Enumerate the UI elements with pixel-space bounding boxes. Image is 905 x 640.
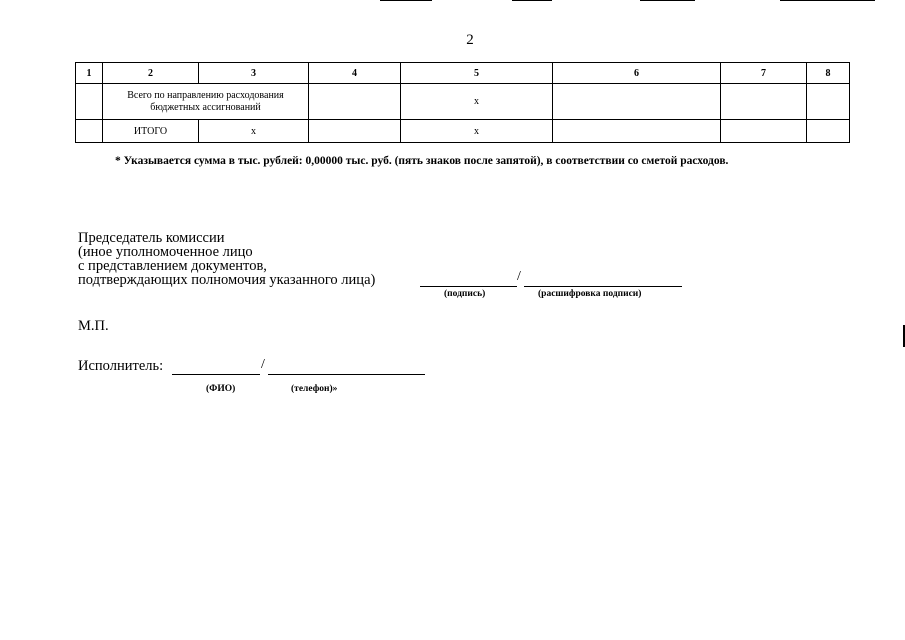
page-number: 2 [466, 32, 474, 48]
table-cell-label: ИТОГО [103, 120, 199, 143]
column-header: 7 [721, 63, 807, 84]
column-header: 4 [309, 63, 401, 84]
table-cell [76, 120, 103, 143]
table-cell [553, 84, 721, 120]
executor-name-caption: (ФИО) [206, 384, 236, 394]
executor-phone-caption: (телефон)» [291, 384, 338, 394]
chair-title-line: Председатель комиссии [78, 230, 225, 246]
scan-edge-mark [780, 0, 875, 1]
column-header: 3 [199, 63, 309, 84]
executor-separator: / [261, 357, 265, 372]
footnote: * Указывается сумма в тыс. рублей: 0,00000 тыс. руб. (пять знаков после запятой), в соответствии со сметой расходов. [115, 155, 729, 167]
table-header-row [76, 63, 850, 84]
executor-name-line[interactable] [172, 374, 260, 375]
column-header: 8 [807, 63, 850, 84]
chair-name-decoding-line[interactable] [524, 286, 682, 287]
chair-title-line: (иное уполномоченное лицо [78, 244, 253, 260]
decoding-caption: (расшифровка подписи) [538, 289, 642, 299]
table-cell [76, 84, 103, 120]
table-cell: х [401, 84, 553, 120]
chair-title-line: подтверждающих полномочия указанного лица) [78, 272, 376, 288]
signature-caption: (подпись) [444, 289, 486, 299]
column-header: 2 [103, 63, 199, 84]
table-cell: х [199, 120, 309, 143]
table-cell-label: Всего по направлению расходования бюджетных ассигнований [103, 84, 309, 120]
budget-table [75, 62, 850, 143]
table-cell [721, 84, 807, 120]
chair-signature-block [78, 231, 375, 287]
table-row-total-by-direction [76, 84, 850, 120]
scan-edge-mark [512, 0, 552, 1]
scan-edge-mark [640, 0, 695, 1]
column-header: 6 [553, 63, 721, 84]
column-header: 1 [76, 63, 103, 84]
table-row-itogo [76, 120, 850, 143]
scan-edge-mark [380, 0, 432, 1]
chair-signature-line[interactable] [420, 286, 517, 287]
table-cell [721, 120, 807, 143]
executor-phone-line[interactable] [268, 374, 425, 375]
table-cell [309, 84, 401, 120]
signature-separator: / [517, 269, 521, 284]
executor-label: Исполнитель: [78, 358, 164, 374]
chair-title-line: с представлением документов, [78, 258, 267, 274]
table-cell [309, 120, 401, 143]
column-header: 5 [401, 63, 553, 84]
table-cell [807, 84, 850, 120]
stamp-place-label: М.П. [78, 318, 109, 334]
table-cell [553, 120, 721, 143]
table-cell [807, 120, 850, 143]
table-cell: х [401, 120, 553, 143]
